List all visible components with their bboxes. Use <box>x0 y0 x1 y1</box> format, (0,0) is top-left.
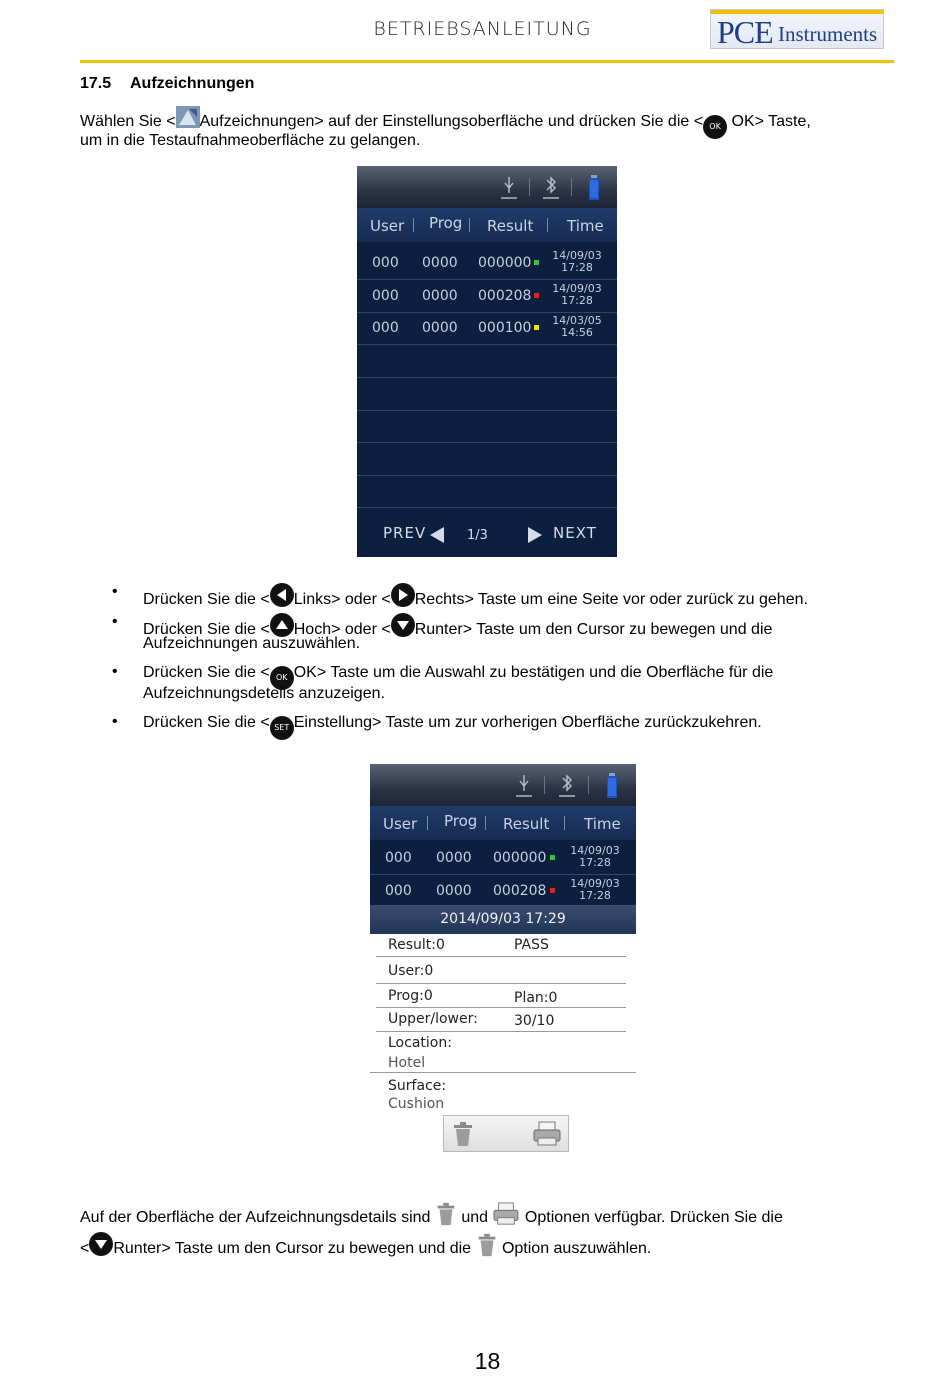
upperlower-label: Upper/lower: <box>388 1011 478 1027</box>
header-divider <box>80 60 894 63</box>
row-user: 000 <box>385 850 412 866</box>
bullet-text-4: Drücken Sie die < SET Einstellung> Taste um zur vorherigen Oberfläche zurückzukehren. <box>143 713 903 740</box>
prev-button[interactable]: PREV <box>383 524 427 542</box>
empty-row <box>357 443 617 476</box>
row-user: 000 <box>372 255 399 271</box>
prev-arrow-icon[interactable] <box>429 526 445 544</box>
surface-value: Cushion <box>388 1096 445 1112</box>
column-header <box>370 806 636 840</box>
row-user: 000 <box>385 883 412 899</box>
intro-text-1b: Aufzeichnungen> auf der Einstellungsoberfläche und drücken Sie die < <box>199 113 704 130</box>
status-indicator <box>534 260 539 265</box>
row-prog: 0000 <box>422 255 458 271</box>
intro-text-1a: Wählen Sie < <box>80 113 176 130</box>
row-time: 14/09/03 17:28 <box>552 249 602 274</box>
logo-sub-text: Instruments <box>778 22 878 46</box>
bullet-text-1: Drücken Sie die < Links> oder < Rechts> Taste um eine Seite vor oder zurück zu gehen. <box>143 583 903 610</box>
row-prog: 0000 <box>422 320 458 336</box>
prog-label: Prog:0 <box>388 988 433 1004</box>
user-label: User:0 <box>388 963 434 979</box>
right-key-icon <box>391 583 415 607</box>
bullet: • <box>112 583 118 600</box>
next-arrow-icon[interactable] <box>527 526 543 544</box>
row-prog: 0000 <box>422 288 458 304</box>
row-user: 000 <box>372 320 399 336</box>
status-indicator <box>550 888 555 893</box>
row-result: 000100 <box>478 320 532 336</box>
printer-icon[interactable] <box>532 1121 562 1147</box>
usb-icon <box>514 773 534 799</box>
bluetooth-icon <box>557 773 577 799</box>
upperlower-value: 30/10 <box>514 1013 555 1029</box>
col-time: Time <box>567 217 604 235</box>
battery-icon <box>587 174 601 202</box>
result-value: PASS <box>514 937 549 953</box>
record-detail-screen <box>370 764 636 934</box>
row-result: 000208 <box>493 883 547 899</box>
plan-label: Plan:0 <box>514 990 558 1006</box>
row-time: 14/09/03 17:28 <box>570 844 620 869</box>
down-key-icon <box>89 1232 113 1256</box>
col-user: User <box>370 217 405 235</box>
record-list-screen <box>357 166 617 557</box>
col-user: User <box>383 815 418 833</box>
next-button[interactable]: NEXT <box>553 524 597 542</box>
pce-logo <box>710 9 884 49</box>
row-prog: 0000 <box>436 883 472 899</box>
col-prog: Prog <box>429 214 463 232</box>
row-time: 14/03/05 14:56 <box>552 314 602 339</box>
status-indicator <box>550 855 555 860</box>
bullet: • <box>112 663 118 680</box>
ok-key-icon: OK <box>703 115 727 139</box>
ok-key-icon: OK <box>270 666 294 690</box>
row-result: 000000 <box>478 255 532 271</box>
usb-icon <box>499 175 519 201</box>
bullet-text-3-cont: Aufzeichnungsdeteils anzuzeigen. <box>143 685 385 702</box>
set-key-icon: SET <box>270 716 294 740</box>
col-time: Time <box>584 815 621 833</box>
outro-line-2: < Runter> Taste um den Cursor zu bewegen und die Option auszuwählen. <box>80 1232 651 1259</box>
bullet-text-2-cont: Aufzeichnungen auszuwählen. <box>143 635 361 652</box>
intro-text-1c: OK> Taste, <box>727 113 811 130</box>
table-row[interactable] <box>357 312 617 345</box>
bullet-text-2: Drücken Sie die < Hoch> oder < Runter> Taste um den Cursor zu bewegen und die <box>143 613 903 640</box>
status-bar <box>357 166 617 208</box>
status-indicator <box>534 325 539 330</box>
record-detail-panel <box>370 934 636 1116</box>
row-result: 000208 <box>478 288 532 304</box>
empty-row <box>357 378 617 411</box>
logo-main-text: PCE <box>717 14 773 50</box>
detail-actions <box>443 1115 569 1152</box>
result-label: Result:0 <box>388 937 445 953</box>
header-title: BETRIEBSANLEITUNG <box>373 18 592 40</box>
bullet-text-3: Drücken Sie die < OK OK> Taste um die Auswahl zu bestätigen und die Oberfläche für die <box>143 663 903 690</box>
table-row[interactable] <box>357 247 617 280</box>
battery-icon <box>605 772 619 800</box>
row-time: 14/09/03 17:28 <box>552 282 602 307</box>
empty-row <box>357 345 617 378</box>
row-prog: 0000 <box>436 850 472 866</box>
section-number: 17.5 <box>80 75 112 92</box>
table-row[interactable] <box>357 280 617 313</box>
col-result: Result <box>487 217 534 235</box>
empty-row <box>357 475 617 508</box>
detail-datetime: 2014/09/03 17:29 <box>370 905 636 934</box>
printer-icon <box>492 1202 520 1226</box>
empty-row <box>357 410 617 443</box>
location-value: Hotel <box>388 1055 426 1071</box>
location-label: Location: <box>388 1035 452 1051</box>
bullet: • <box>112 713 118 730</box>
col-result: Result <box>503 815 550 833</box>
bullet: • <box>112 613 118 630</box>
trash-icon[interactable] <box>452 1121 474 1147</box>
records-app-icon <box>176 106 200 128</box>
page-number: 18 <box>474 1348 501 1374</box>
trash-icon <box>476 1233 498 1257</box>
row-time: 14/09/03 17:28 <box>570 877 620 902</box>
status-bar <box>370 764 636 806</box>
trash-icon <box>435 1202 457 1226</box>
outro-line-1: Auf der Oberfläche der Aufzeichnungsdetails sind und Optionen verfügbar. Drücken Sie die <box>80 1202 783 1228</box>
left-key-icon <box>270 583 294 607</box>
table-row[interactable] <box>370 842 636 875</box>
section-title: Aufzeichnungen <box>130 75 255 92</box>
intro-line-2: um in die Testaufnahmeoberfläche zu gelangen. <box>80 132 421 149</box>
section-heading <box>80 75 254 93</box>
page-indicator: 1/3 <box>467 528 488 543</box>
row-result: 000000 <box>493 850 547 866</box>
bluetooth-icon <box>541 175 561 201</box>
status-indicator <box>534 293 539 298</box>
surface-label: Surface: <box>388 1078 447 1094</box>
table-row[interactable] <box>370 875 636 908</box>
column-header <box>357 208 617 242</box>
row-user: 000 <box>372 288 399 304</box>
col-prog: Prog <box>444 812 478 830</box>
